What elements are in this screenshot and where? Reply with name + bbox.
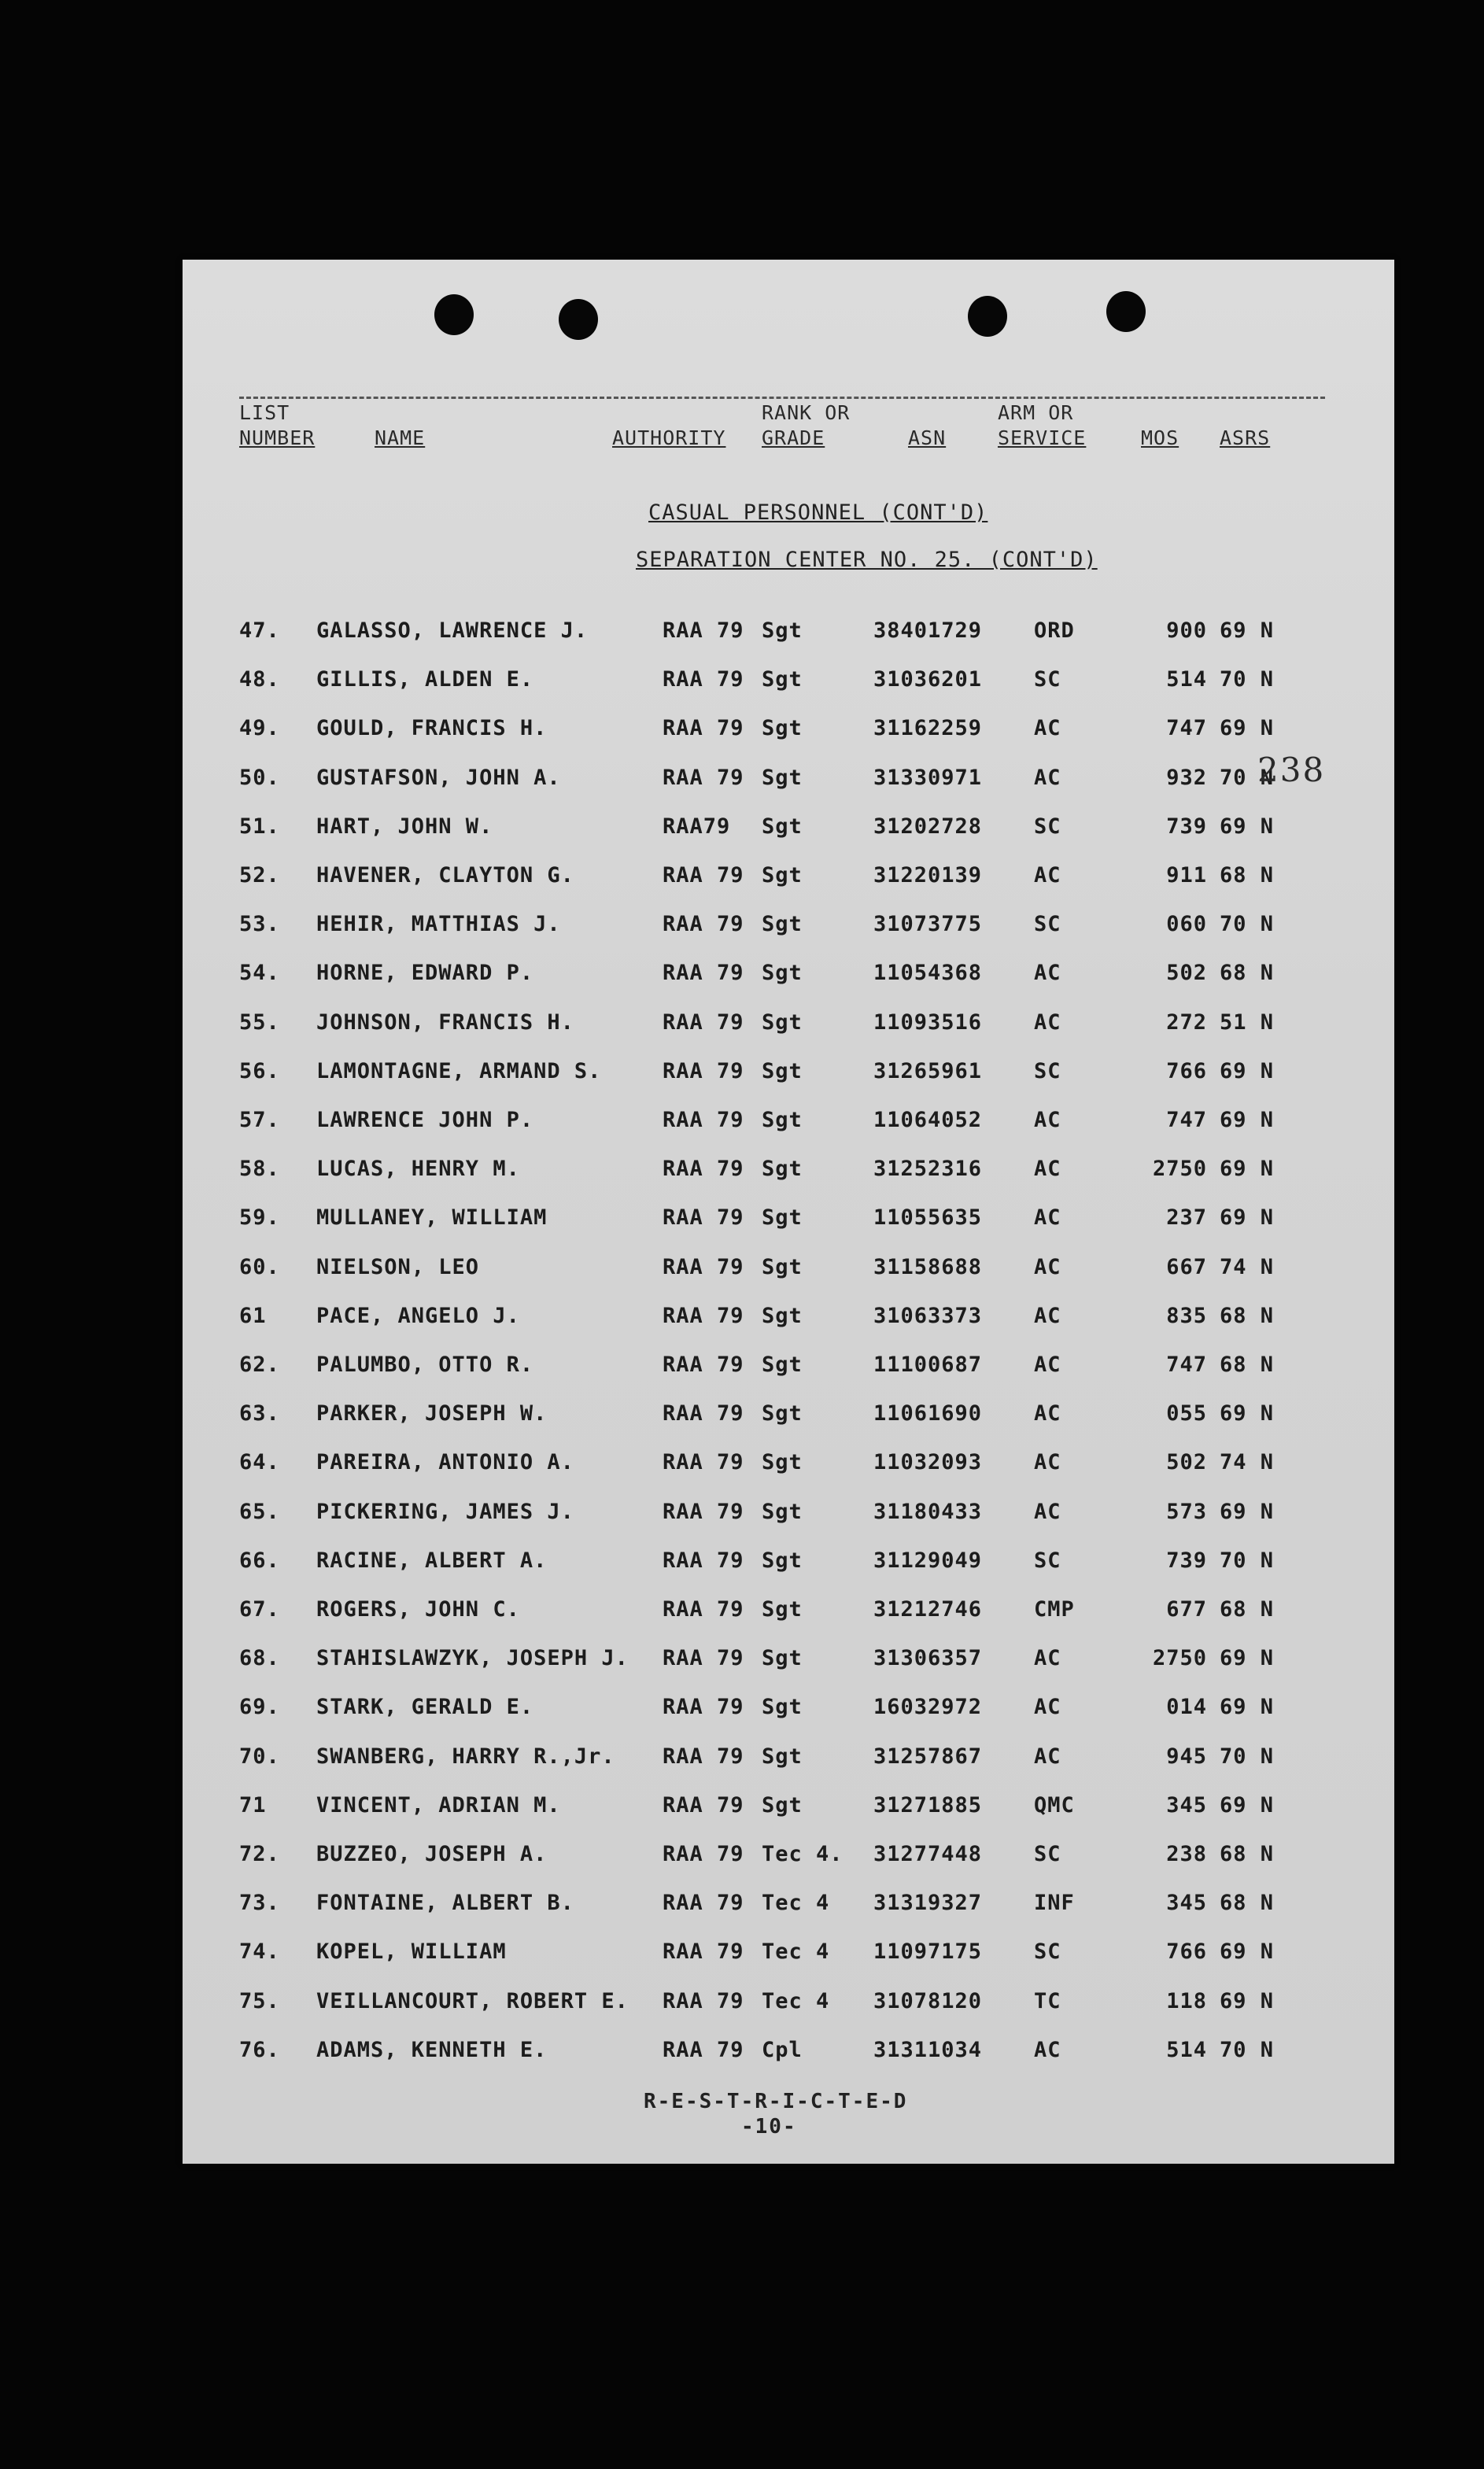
cell-asrs: 51 N — [1220, 1010, 1275, 1035]
cell-asn: 11097175 — [873, 1939, 983, 1964]
header-mos-label: MOS — [1141, 426, 1179, 449]
cell-asrs: 68 N — [1220, 1891, 1275, 1915]
table-row — [183, 1401, 1394, 1433]
cell-list-number: 56. — [239, 1059, 280, 1083]
table-row — [183, 716, 1394, 747]
cell-rank: Sgt — [762, 1157, 803, 1181]
cell-authority: RAA 79 — [663, 1646, 744, 1670]
cell-name: LAWRENCE JOHN P. — [316, 1108, 534, 1132]
cell-arm-service: SC — [1034, 1059, 1061, 1083]
cell-asrs: 70 N — [1220, 2038, 1275, 2062]
cell-asrs: 68 N — [1220, 1353, 1275, 1377]
cell-mos: 739 — [1166, 1548, 1207, 1573]
cell-mos: 747 — [1166, 1108, 1207, 1132]
cell-arm-service: AC — [1034, 1450, 1061, 1474]
cell-rank: Sgt — [762, 1353, 803, 1377]
cell-rank: Sgt — [762, 1010, 803, 1035]
cell-list-number: 73. — [239, 1891, 280, 1915]
cell-asn: 31212746 — [873, 1597, 983, 1622]
cell-asrs: 69 N — [1220, 1939, 1275, 1964]
cell-asrs: 68 N — [1220, 1842, 1275, 1866]
cell-mos: 766 — [1166, 1059, 1207, 1083]
cell-arm-service: AC — [1034, 1157, 1061, 1181]
cell-asn: 31202728 — [873, 814, 983, 839]
cell-asn: 31311034 — [873, 2038, 983, 2062]
cell-mos: 747 — [1166, 1353, 1207, 1377]
cell-asn: 31319327 — [873, 1891, 983, 1915]
cell-name: RACINE, ALBERT A. — [316, 1548, 548, 1573]
table-row — [183, 1891, 1394, 1922]
cell-rank: Sgt — [762, 863, 803, 888]
cell-asrs: 70 N — [1220, 912, 1275, 936]
cell-authority: RAA 79 — [663, 1744, 744, 1769]
table-row — [183, 2038, 1394, 2069]
cell-name: HEHIR, MATTHIAS J. — [316, 912, 561, 936]
cell-asn: 11032093 — [873, 1450, 983, 1474]
cell-asrs: 69 N — [1220, 1500, 1275, 1524]
cell-list-number: 57. — [239, 1108, 280, 1132]
cell-asn: 16032972 — [873, 1695, 983, 1719]
cell-asn: 31265961 — [873, 1059, 983, 1083]
table-row — [183, 1450, 1394, 1482]
cell-arm-service: AC — [1034, 716, 1061, 740]
cell-rank: Sgt — [762, 1205, 803, 1230]
cell-mos: 502 — [1166, 1450, 1207, 1474]
cell-asrs: 74 N — [1220, 1450, 1275, 1474]
table-row — [183, 1304, 1394, 1335]
table-row — [183, 1695, 1394, 1726]
cell-authority: RAA 79 — [663, 863, 744, 888]
table-row — [183, 1157, 1394, 1188]
cell-list-number: 55. — [239, 1010, 280, 1035]
cell-list-number: 58. — [239, 1157, 280, 1181]
cell-arm-service: AC — [1034, 766, 1061, 790]
cell-asrs: 70 N — [1220, 1744, 1275, 1769]
cell-mos: 345 — [1166, 1891, 1207, 1915]
cell-authority: RAA79 — [663, 814, 731, 839]
cell-asrs: 68 N — [1220, 1304, 1275, 1328]
header-rule — [239, 397, 1325, 399]
table-row — [183, 961, 1394, 992]
cell-authority: RAA 79 — [663, 1793, 744, 1818]
table-row — [183, 1989, 1394, 2021]
cell-list-number: 63. — [239, 1401, 280, 1426]
cell-list-number: 48. — [239, 667, 280, 692]
table-row — [183, 1500, 1394, 1531]
section-title-separation-center: SEPARATION CENTER NO. 25. (CONT'D) — [636, 548, 1098, 572]
cell-authority: RAA 79 — [663, 961, 744, 985]
cell-asn: 31078120 — [873, 1989, 983, 2013]
punch-hole — [1106, 291, 1146, 332]
cell-name: LAMONTAGNE, ARMAND S. — [316, 1059, 602, 1083]
cell-rank: Sgt — [762, 1108, 803, 1132]
cell-name: NIELSON, LEO — [316, 1255, 480, 1279]
cell-asrs: 68 N — [1220, 1597, 1275, 1622]
header-list-label: LIST — [239, 401, 290, 424]
cell-name: GALASSO, LAWRENCE J. — [316, 618, 589, 643]
cell-mos: 118 — [1166, 1989, 1207, 2013]
table-row — [183, 1255, 1394, 1286]
cell-name: PACE, ANGELO J. — [316, 1304, 520, 1328]
punch-hole — [434, 294, 474, 335]
cell-name: LUCAS, HENRY M. — [316, 1157, 520, 1181]
cell-name: GUSTAFSON, JOHN A. — [316, 766, 561, 790]
cell-mos: 502 — [1166, 961, 1207, 985]
cell-arm-service: ORD — [1034, 618, 1075, 643]
cell-mos: 747 — [1166, 716, 1207, 740]
cell-rank: Tec 4 — [762, 1939, 830, 1964]
cell-authority: RAA 79 — [663, 1401, 744, 1426]
cell-arm-service: AC — [1034, 1744, 1061, 1769]
cell-mos: 932 — [1166, 766, 1207, 790]
cell-list-number: 50. — [239, 766, 280, 790]
cell-asrs: 69 N — [1220, 1695, 1275, 1719]
table-row — [183, 667, 1394, 699]
cell-name: PARKER, JOSEPH W. — [316, 1401, 548, 1426]
cell-authority: RAA 79 — [663, 912, 744, 936]
cell-mos: 667 — [1166, 1255, 1207, 1279]
cell-rank: Sgt — [762, 1695, 803, 1719]
cell-asn: 31180433 — [873, 1500, 983, 1524]
table-row — [183, 1744, 1394, 1776]
cell-asn: 31252316 — [873, 1157, 983, 1181]
punch-hole — [559, 299, 598, 340]
cell-name: PALUMBO, OTTO R. — [316, 1353, 534, 1377]
cell-rank: Sgt — [762, 1646, 803, 1670]
cell-arm-service: CMP — [1034, 1597, 1075, 1622]
cell-name: PAREIRA, ANTONIO A. — [316, 1450, 574, 1474]
cell-rank: Sgt — [762, 961, 803, 985]
cell-list-number: 59. — [239, 1205, 280, 1230]
page-number: -10- — [741, 2115, 797, 2139]
cell-asrs: 68 N — [1220, 863, 1275, 888]
cell-mos: 014 — [1166, 1695, 1207, 1719]
cell-authority: RAA 79 — [663, 1500, 744, 1524]
table-row — [183, 1205, 1394, 1237]
cell-mos: 2750 — [1152, 1646, 1207, 1670]
cell-arm-service: SC — [1034, 1939, 1061, 1964]
cell-rank: Sgt — [762, 1304, 803, 1328]
cell-asn: 31277448 — [873, 1842, 983, 1866]
cell-asrs: 70 N — [1220, 766, 1275, 790]
cell-arm-service: AC — [1034, 863, 1061, 888]
cell-authority: RAA 79 — [663, 1597, 744, 1622]
section-title-casual-personnel: CASUAL PERSONNEL (CONT'D) — [648, 500, 988, 525]
cell-authority: RAA 79 — [663, 1108, 744, 1132]
cell-authority: RAA 79 — [663, 2038, 744, 2062]
cell-asn: 31220139 — [873, 863, 983, 888]
header-service-label: SERVICE — [998, 426, 1087, 449]
cell-authority: RAA 79 — [663, 1891, 744, 1915]
cell-rank: Sgt — [762, 1255, 803, 1279]
cell-rank: Sgt — [762, 1793, 803, 1818]
cell-asrs: 69 N — [1220, 1401, 1275, 1426]
cell-asn: 31257867 — [873, 1744, 983, 1769]
cell-list-number: 47. — [239, 618, 280, 643]
cell-arm-service: AC — [1034, 1500, 1061, 1524]
cell-asn: 11100687 — [873, 1353, 983, 1377]
table-row — [183, 1793, 1394, 1825]
cell-arm-service: AC — [1034, 1646, 1061, 1670]
cell-mos: 911 — [1166, 863, 1207, 888]
table-row — [183, 1010, 1394, 1042]
header-grade-label: GRADE — [762, 426, 825, 449]
document-page — [183, 260, 1394, 2164]
cell-mos: 945 — [1166, 1744, 1207, 1769]
restricted-marking: R-E-S-T-R-I-C-T-E-D — [644, 2090, 908, 2113]
cell-mos: 060 — [1166, 912, 1207, 936]
cell-authority: RAA 79 — [663, 618, 744, 643]
cell-mos: 2750 — [1152, 1157, 1207, 1181]
cell-list-number: 72. — [239, 1842, 280, 1866]
cell-rank: Sgt — [762, 618, 803, 643]
cell-rank: Sgt — [762, 1450, 803, 1474]
cell-arm-service: AC — [1034, 1401, 1061, 1426]
header-name-label: NAME — [375, 426, 426, 449]
cell-list-number: 54. — [239, 961, 280, 985]
cell-name: HORNE, EDWARD P. — [316, 961, 534, 985]
table-row — [183, 1646, 1394, 1677]
cell-asrs: 69 N — [1220, 716, 1275, 740]
cell-asrs: 70 N — [1220, 667, 1275, 692]
cell-asrs: 69 N — [1220, 1646, 1275, 1670]
cell-mos: 573 — [1166, 1500, 1207, 1524]
cell-asrs: 69 N — [1220, 1793, 1275, 1818]
cell-authority: RAA 79 — [663, 1695, 744, 1719]
table-row — [183, 1108, 1394, 1139]
cell-authority: RAA 79 — [663, 766, 744, 790]
cell-mos: 514 — [1166, 667, 1207, 692]
cell-asn: 11061690 — [873, 1401, 983, 1426]
table-row — [183, 1597, 1394, 1629]
cell-asn: 31330971 — [873, 766, 983, 790]
cell-arm-service: AC — [1034, 1010, 1061, 1035]
cell-arm-service: SC — [1034, 667, 1061, 692]
cell-asrs: 69 N — [1220, 1059, 1275, 1083]
cell-asrs: 70 N — [1220, 1548, 1275, 1573]
cell-asn: 11055635 — [873, 1205, 983, 1230]
cell-rank: Sgt — [762, 1744, 803, 1769]
cell-name: ADAMS, KENNETH E. — [316, 2038, 548, 2062]
cell-list-number: 60. — [239, 1255, 280, 1279]
cell-authority: RAA 79 — [663, 1157, 744, 1181]
cell-asrs: 69 N — [1220, 1989, 1275, 2013]
cell-authority: RAA 79 — [663, 1059, 744, 1083]
cell-list-number: 62. — [239, 1353, 280, 1377]
cell-rank: Sgt — [762, 1059, 803, 1083]
cell-name: FONTAINE, ALBERT B. — [316, 1891, 574, 1915]
cell-arm-service: SC — [1034, 912, 1061, 936]
cell-list-number: 75. — [239, 1989, 280, 2013]
cell-list-number: 67. — [239, 1597, 280, 1622]
table-row — [183, 1059, 1394, 1091]
header-rank-label: RANK OR — [762, 401, 851, 424]
table-row — [183, 766, 1394, 797]
cell-rank: Sgt — [762, 912, 803, 936]
cell-name: PICKERING, JAMES J. — [316, 1500, 574, 1524]
cell-authority: RAA 79 — [663, 1010, 744, 1035]
header-number-label: NUMBER — [239, 426, 316, 449]
cell-rank: Tec 4 — [762, 1989, 830, 2013]
cell-mos: 238 — [1166, 1842, 1207, 1866]
cell-rank: Sgt — [762, 1401, 803, 1426]
cell-list-number: 70. — [239, 1744, 280, 1769]
table-row — [183, 863, 1394, 895]
cell-asn: 31063373 — [873, 1304, 983, 1328]
table-row — [183, 618, 1394, 650]
cell-authority: RAA 79 — [663, 1989, 744, 2013]
cell-arm-service: AC — [1034, 1205, 1061, 1230]
cell-list-number: 64. — [239, 1450, 280, 1474]
cell-list-number: 76. — [239, 2038, 280, 2062]
cell-asrs: 69 N — [1220, 1108, 1275, 1132]
cell-list-number: 69. — [239, 1695, 280, 1719]
cell-name: BUZZEO, JOSEPH A. — [316, 1842, 548, 1866]
cell-list-number: 68. — [239, 1646, 280, 1670]
cell-rank: Sgt — [762, 716, 803, 740]
cell-arm-service: SC — [1034, 1842, 1061, 1866]
cell-name: GOULD, FRANCIS H. — [316, 716, 548, 740]
cell-list-number: 65. — [239, 1500, 280, 1524]
table-row — [183, 814, 1394, 846]
cell-mos: 237 — [1166, 1205, 1207, 1230]
cell-arm-service: AC — [1034, 2038, 1061, 2062]
cell-arm-service: SC — [1034, 1548, 1061, 1573]
cell-name: MULLANEY, WILLIAM — [316, 1205, 548, 1230]
cell-rank: Sgt — [762, 1548, 803, 1573]
cell-list-number: 74. — [239, 1939, 280, 1964]
header-asn-label: ASN — [908, 426, 947, 449]
cell-list-number: 71 — [239, 1793, 267, 1818]
cell-authority: RAA 79 — [663, 1548, 744, 1573]
cell-name: HAVENER, CLAYTON G. — [316, 863, 574, 888]
cell-authority: RAA 79 — [663, 1842, 744, 1866]
cell-mos: 345 — [1166, 1793, 1207, 1818]
cell-rank: Sgt — [762, 1597, 803, 1622]
page-number-stamp: 238 — [1257, 751, 1326, 789]
header-asrs-label: ASRS — [1220, 426, 1271, 449]
cell-name: GILLIS, ALDEN E. — [316, 667, 534, 692]
cell-asn: 31306357 — [873, 1646, 983, 1670]
cell-list-number: 52. — [239, 863, 280, 888]
cell-arm-service: AC — [1034, 1255, 1061, 1279]
cell-arm-service: TC — [1034, 1989, 1061, 2013]
cell-mos: 835 — [1166, 1304, 1207, 1328]
cell-list-number: 61 — [239, 1304, 267, 1328]
cell-list-number: 66. — [239, 1548, 280, 1573]
cell-list-number: 49. — [239, 716, 280, 740]
cell-name: STAHISLAWZYK, JOSEPH J. — [316, 1646, 629, 1670]
cell-mos: 900 — [1166, 618, 1207, 643]
cell-arm-service: AC — [1034, 1695, 1061, 1719]
cell-arm-service: AC — [1034, 1353, 1061, 1377]
cell-asn: 11093516 — [873, 1010, 983, 1035]
cell-arm-service: AC — [1034, 1108, 1061, 1132]
cell-authority: RAA 79 — [663, 1353, 744, 1377]
cell-name: HART, JOHN W. — [316, 814, 493, 839]
cell-asn: 31129049 — [873, 1548, 983, 1573]
cell-mos: 272 — [1166, 1010, 1207, 1035]
cell-asn: 31036201 — [873, 667, 983, 692]
cell-authority: RAA 79 — [663, 1255, 744, 1279]
cell-rank: Cpl — [762, 2038, 803, 2062]
cell-asn: 38401729 — [873, 618, 983, 643]
cell-name: VINCENT, ADRIAN M. — [316, 1793, 561, 1818]
cell-asrs: 69 N — [1220, 814, 1275, 839]
cell-rank: Sgt — [762, 766, 803, 790]
cell-asn: 31162259 — [873, 716, 983, 740]
cell-mos: 766 — [1166, 1939, 1207, 1964]
table-row — [183, 1548, 1394, 1580]
cell-mos: 739 — [1166, 814, 1207, 839]
cell-mos: 514 — [1166, 2038, 1207, 2062]
cell-asrs: 74 N — [1220, 1255, 1275, 1279]
cell-rank: Tec 4 — [762, 1891, 830, 1915]
cell-rank: Tec 4. — [762, 1842, 844, 1866]
cell-mos: 055 — [1166, 1401, 1207, 1426]
cell-asn: 11064052 — [873, 1108, 983, 1132]
table-row — [183, 1939, 1394, 1971]
cell-rank: Sgt — [762, 814, 803, 839]
table-row — [183, 912, 1394, 943]
cell-list-number: 51. — [239, 814, 280, 839]
cell-asn: 31271885 — [873, 1793, 983, 1818]
cell-rank: Sgt — [762, 1500, 803, 1524]
cell-asrs: 69 N — [1220, 618, 1275, 643]
cell-authority: RAA 79 — [663, 1205, 744, 1230]
cell-name: KOPEL, WILLIAM — [316, 1939, 507, 1964]
cell-rank: Sgt — [762, 667, 803, 692]
header-authority-label: AUTHORITY — [612, 426, 726, 449]
cell-asn: 31073775 — [873, 912, 983, 936]
cell-name: JOHNSON, FRANCIS H. — [316, 1010, 574, 1035]
cell-name: ROGERS, JOHN C. — [316, 1597, 520, 1622]
table-row — [183, 1842, 1394, 1873]
cell-authority: RAA 79 — [663, 1939, 744, 1964]
cell-arm-service: SC — [1034, 814, 1061, 839]
cell-asrs: 68 N — [1220, 961, 1275, 985]
cell-list-number: 53. — [239, 912, 280, 936]
table-row — [183, 1353, 1394, 1384]
cell-authority: RAA 79 — [663, 1450, 744, 1474]
cell-asrs: 69 N — [1220, 1157, 1275, 1181]
cell-mos: 677 — [1166, 1597, 1207, 1622]
cell-name: VEILLANCOURT, ROBERT E. — [316, 1989, 629, 2013]
cell-asn: 11054368 — [873, 961, 983, 985]
punch-hole — [968, 296, 1007, 337]
cell-authority: RAA 79 — [663, 716, 744, 740]
cell-name: STARK, GERALD E. — [316, 1695, 534, 1719]
cell-authority: RAA 79 — [663, 667, 744, 692]
cell-arm-service: AC — [1034, 961, 1061, 985]
cell-authority: RAA 79 — [663, 1304, 744, 1328]
header-arm-label: ARM OR — [998, 401, 1074, 424]
cell-arm-service: QMC — [1034, 1793, 1075, 1818]
cell-asrs: 69 N — [1220, 1205, 1275, 1230]
cell-arm-service: INF — [1034, 1891, 1075, 1915]
cell-name: SWANBERG, HARRY R.,Jr. — [316, 1744, 615, 1769]
cell-asn: 31158688 — [873, 1255, 983, 1279]
cell-arm-service: AC — [1034, 1304, 1061, 1328]
